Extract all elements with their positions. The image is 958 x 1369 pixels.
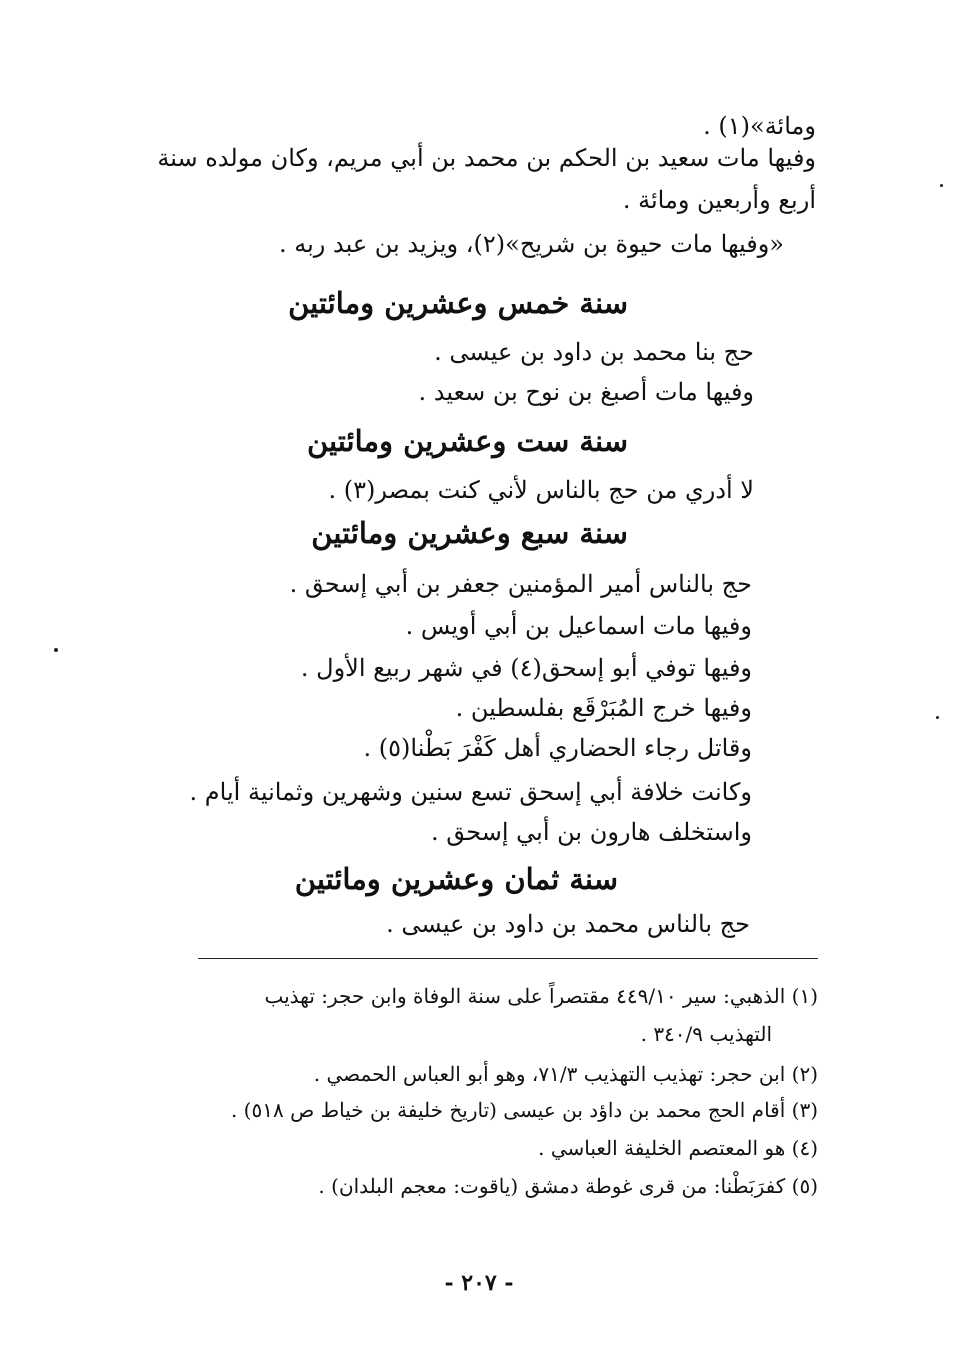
speck-mark — [940, 184, 943, 187]
text-line: وكانت خلافة أبي إسحق تسع سنين وشهرين وثمانية أيام . — [189, 778, 752, 806]
footnote: (٣) أقام الحج محمد بن داؤد بن عيسى (تاريخ خليفة بن خياط ص ٥١٨) . — [230, 1098, 818, 1122]
speck-mark — [936, 716, 939, 719]
section-heading: سنة سبع وعشرين ومائتين — [311, 516, 628, 550]
text-line: حج بنا محمد بن داود بن عيسى . — [434, 338, 754, 366]
footnote: (٢) ابن حجر: تهذيب التهذيب ٧١/٣، وهو أبو العباس الحمصي . — [313, 1062, 818, 1086]
text-line: وفيها مات أصبغ بن نوح بن سعيد . — [418, 378, 754, 406]
text-line: وفيها خرج المُبَرْقَع بفلسطين . — [455, 694, 752, 722]
section-heading: سنة خمس وعشرين ومائتين — [288, 286, 628, 320]
text-line: واستخلف هارون بن أبي إسحق . — [430, 818, 752, 846]
footnote: التهذيب ٣٤٠/٩ . — [640, 1022, 772, 1046]
text-line: حج بالناس أمير المؤمنين جعفر بن أبي إسحق . — [289, 570, 752, 598]
footnote: (٤) هو المعتصم الخليفة العباسي . — [538, 1136, 818, 1160]
text-line: وفيها توفي أبو إسحق(٤) في شهر ربيع الأول . — [300, 654, 752, 682]
section-heading: سنة ست وعشرين ومائتين — [306, 424, 628, 458]
footnote: (١) الذهبي: سير ٤٤٩/١٠ مقتصراً على سنة الوفاة وابن حجر: تهذيب — [264, 984, 818, 1008]
text-line: لا أدري من حج بالناس لأني كنت بمصر(٣) . — [328, 476, 754, 504]
text-line: وفيها مات اسماعيل بن أبي أويس . — [405, 612, 752, 640]
text-line: وقاتل رجاء الحضاري أهل كَفْرَ بَطْنا(٥) . — [363, 734, 752, 762]
page-number: - ٢٠٧ - — [444, 1270, 514, 1296]
text-line: أربع وأربعين ومائة . — [622, 186, 816, 214]
text-line: «وفيها مات حيوة بن شريح»(٢)، ويزيد بن عبد ربه . — [278, 230, 784, 258]
footnote: (٥) كفرَبَطْنا: من قرى غوطة دمشق (ياقوت: معجم البلدان) . — [318, 1174, 818, 1198]
text-line: ومائة»(١) . — [703, 112, 816, 140]
text-line: حج بالناس محمد بن داود بن عيسى . — [386, 910, 750, 938]
speck-mark — [54, 648, 58, 652]
section-heading: سنة ثمان وعشرين ومائتين — [294, 862, 618, 896]
footnote-divider — [198, 958, 818, 959]
text-line: وفيها مات سعيد بن الحكم بن محمد بن أبي مريم، وكان مولده سنة — [157, 144, 816, 172]
